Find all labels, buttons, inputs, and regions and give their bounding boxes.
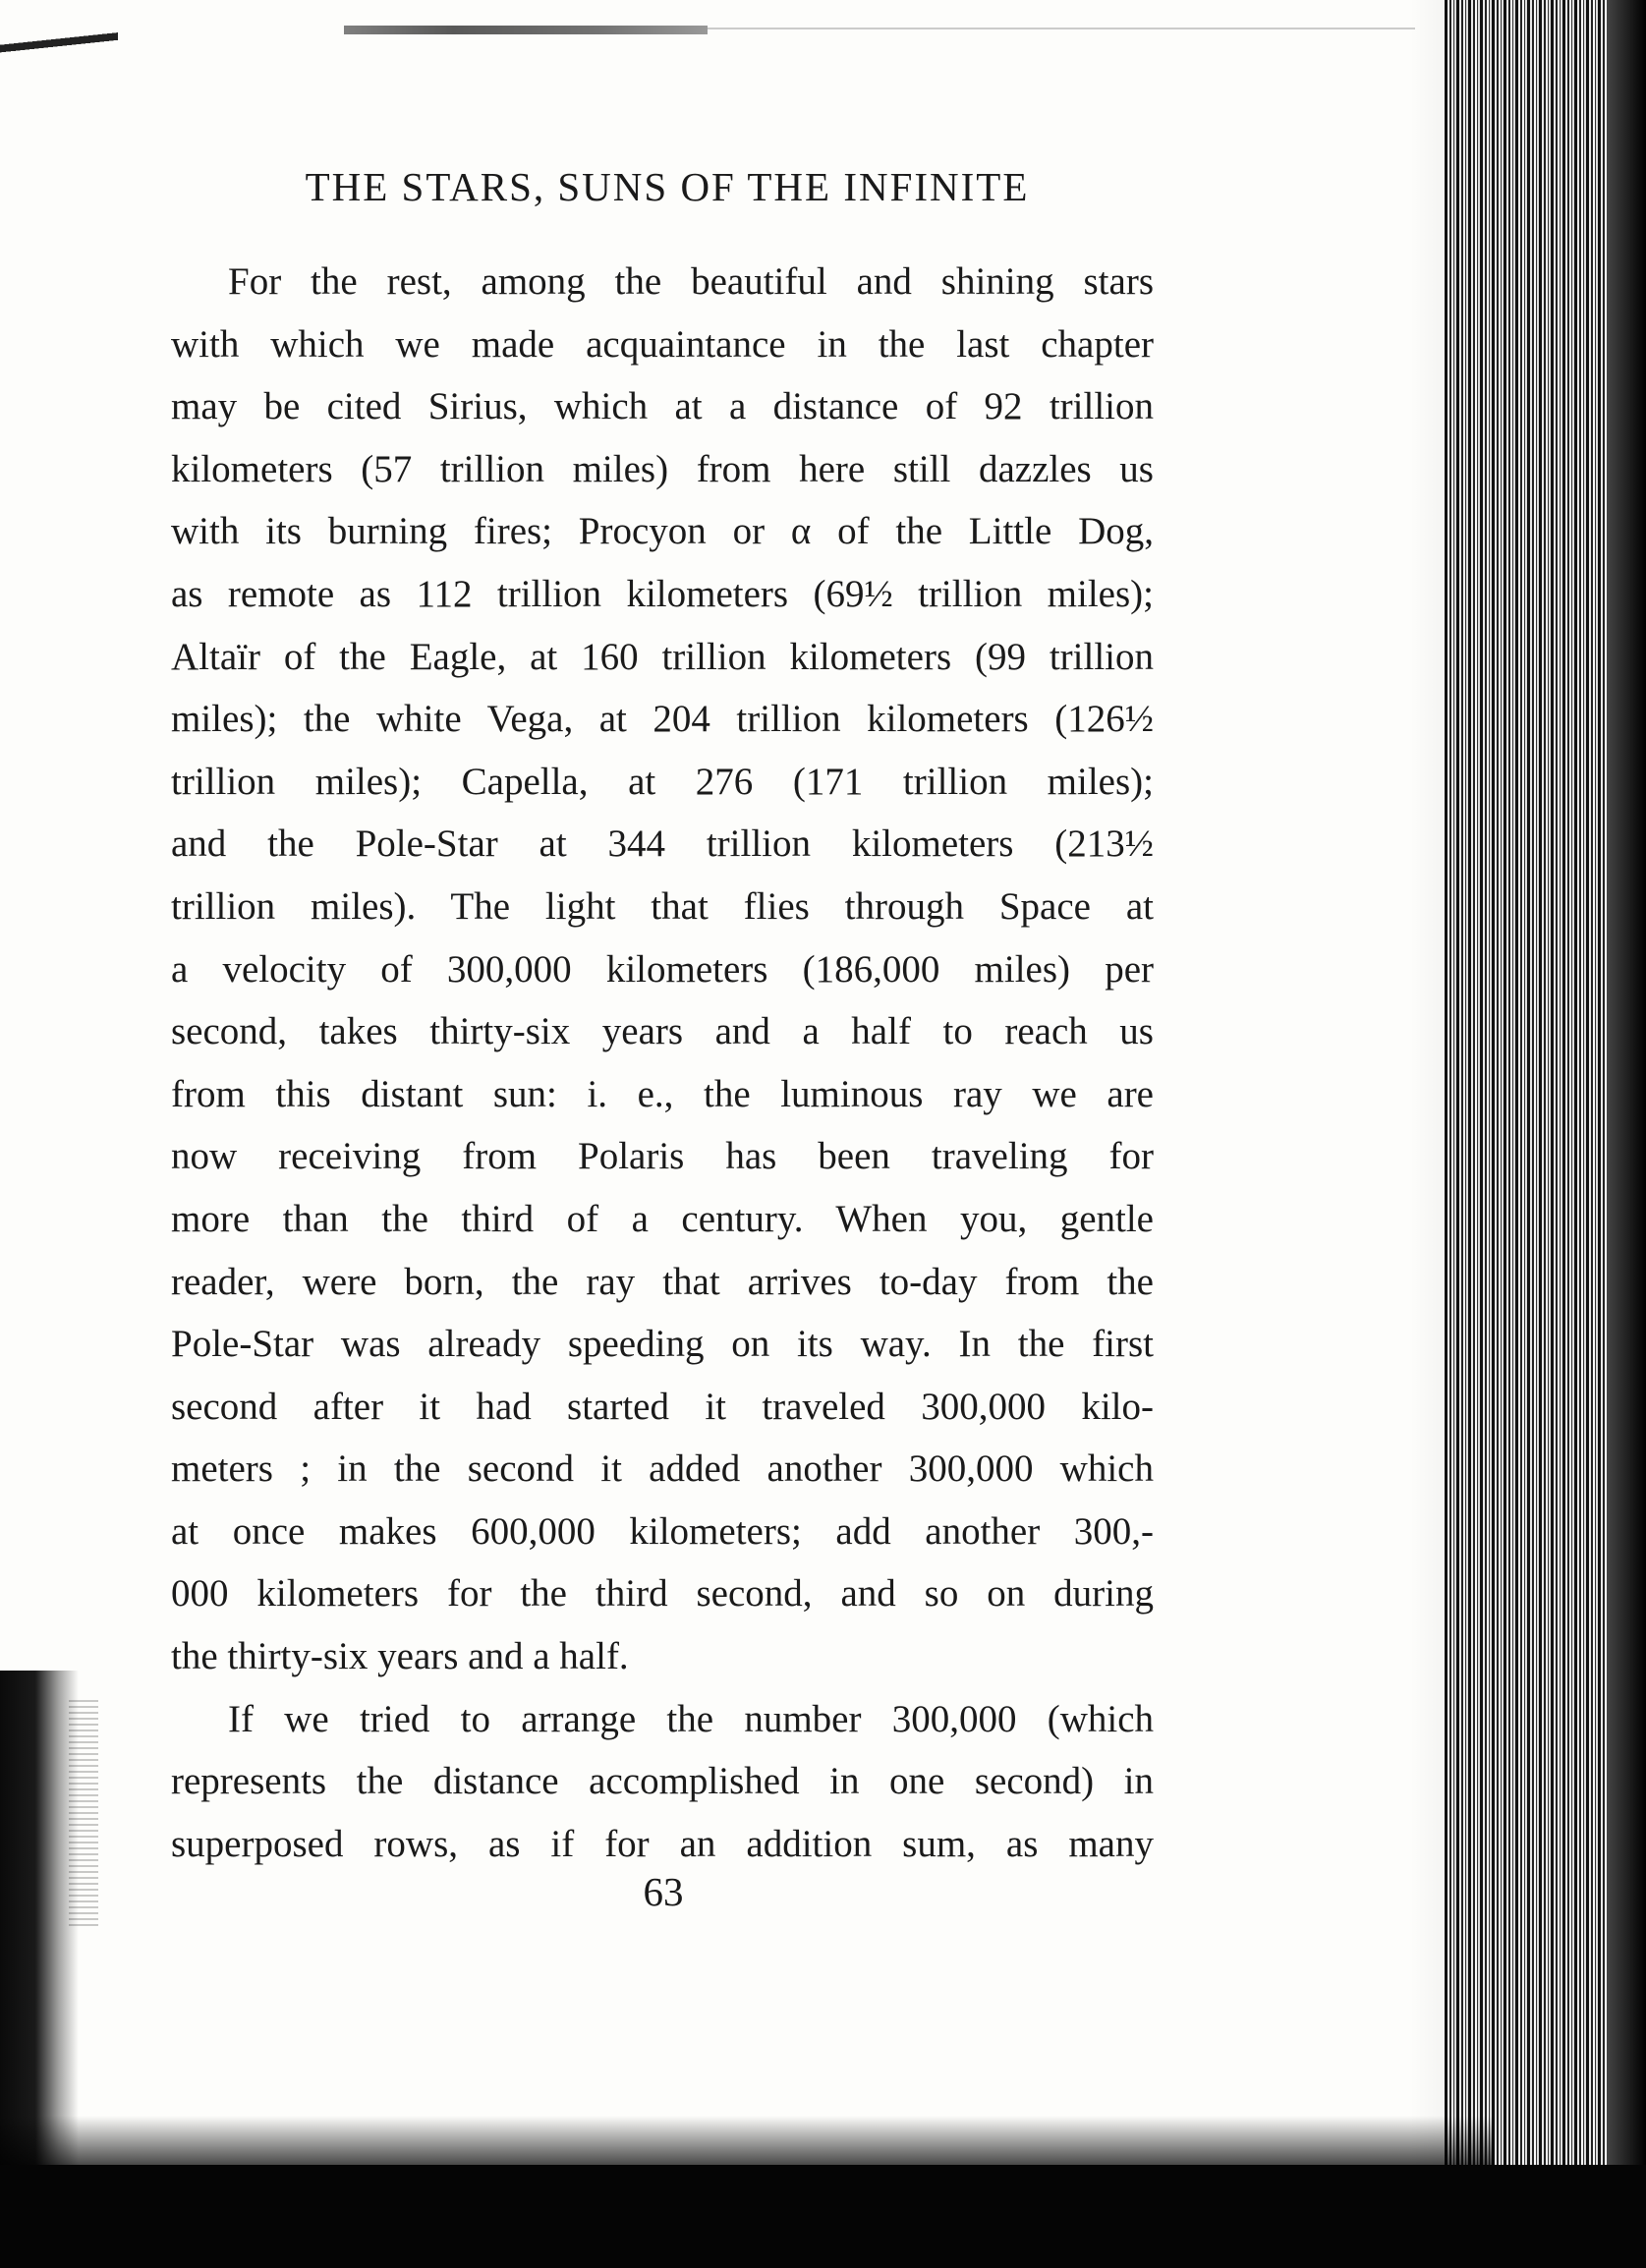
text-line: more than the third of a century. When you, gentle (171, 1197, 1154, 1240)
text-line: second after it had started it traveled 300,000 kilo- (171, 1385, 1154, 1428)
text-line: 000 kilometers for the third second, and so on during (171, 1572, 1154, 1616)
page-number: 63 (643, 1869, 684, 1914)
text-line: with its burning fires; Procyon or α of the Little Dog, (171, 510, 1154, 553)
text-line: represents the distance accomplished in one second) in (171, 1760, 1154, 1803)
text-line: trillion miles). The light that flies through Space at (171, 884, 1154, 928)
text-line: If we tried to arrange the number 300,000 (which (228, 1697, 1154, 1740)
text-line: as remote as 112 trillion kilometers (69½ trillion miles); (171, 572, 1154, 615)
text-line: meters ; in the second it added another 300,000 which (171, 1447, 1154, 1491)
text-line: from this distant sun: i. e., the luminous ray we are (171, 1072, 1154, 1115)
text-line: kilometers (57 trillion miles) from here still dazzles us (171, 447, 1154, 490)
text-line: the thirty-six years and a half. (171, 1635, 629, 1678)
body-text (171, 251, 1154, 1875)
text-line: reader, were born, the ray that arrives to-day from the (171, 1260, 1154, 1303)
running-head: THE STARS, SUNS OF THE INFINITE (305, 164, 1030, 209)
text-line: and the Pole-Star at 344 trillion kilometers (213½ (171, 822, 1154, 866)
text-line: may be cited Sirius, which at a distance of 92 trillion (171, 385, 1154, 428)
bottom-scan-border (0, 2165, 1646, 2268)
text-line: superposed rows, as if for an addition sum, as many (171, 1822, 1154, 1865)
text-line: trillion miles); Capella, at 276 (171 trillion miles); (171, 760, 1154, 803)
text-line: with which we made acquaintance in the last chapter (171, 322, 1154, 366)
book-page-edges-dark (1607, 0, 1646, 2268)
left-binding-shadow (0, 1671, 79, 2182)
text-line: at once makes 600,000 kilometers; add another 300,- (171, 1509, 1154, 1553)
text-line: Altaïr of the Eagle, at 160 trillion kilometers (99 trillion (171, 635, 1154, 678)
text-line: now receiving from Polaris has been traveling for (171, 1135, 1154, 1178)
scan-artifact-top-left (0, 28, 118, 63)
text-line: miles); the white Vega, at 204 trillion kilometers (126½ (171, 698, 1154, 741)
scan-artifact-top-streak (344, 26, 708, 34)
text-line: second, takes thirty-six years and a half to reach us (171, 1010, 1154, 1053)
text-line: Pole-Star was already speeding on its way. In the first (171, 1323, 1154, 1366)
left-binding-texture (69, 1700, 98, 1926)
text-line: For the rest, among the beautiful and shining stars (228, 260, 1154, 303)
scan-artifact-top-line (708, 28, 1415, 29)
text-line: a velocity of 300,000 kilometers (186,000 miles) per (171, 947, 1154, 991)
